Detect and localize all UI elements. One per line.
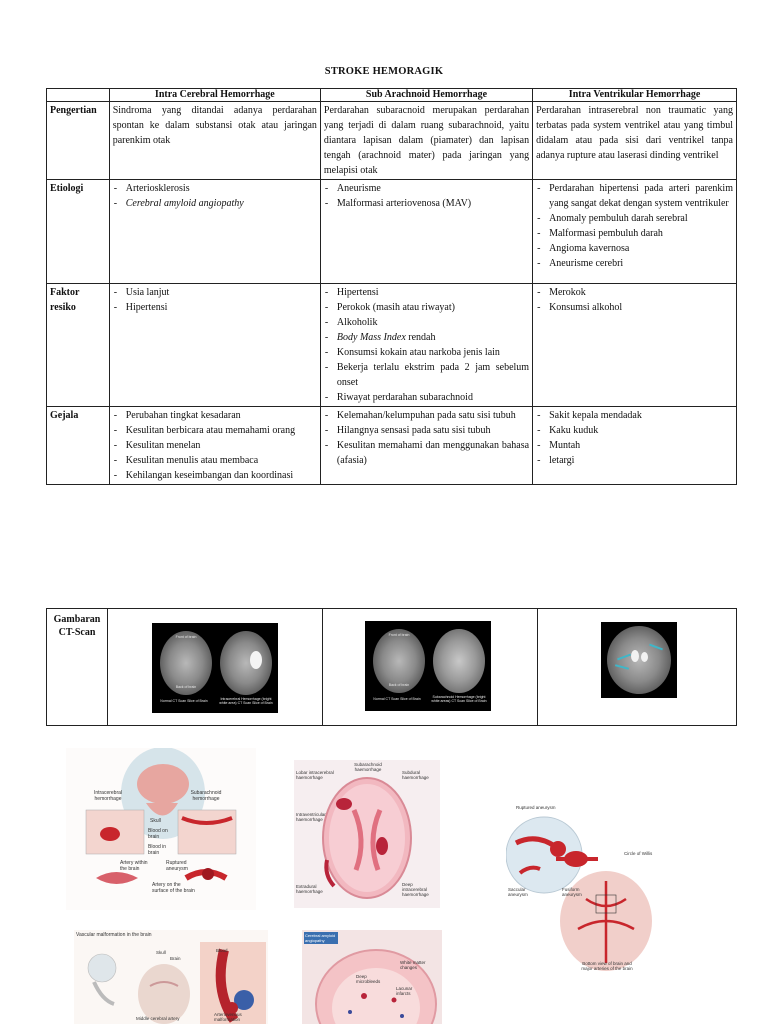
fig-label: Intraventricular haemorrhage: [296, 812, 326, 822]
cell-etiologi-sah: [320, 180, 532, 284]
list-item: - letargi: [536, 453, 733, 468]
brain-ivh: [607, 626, 671, 694]
list-item: - Perokok (masih atau riwayat): [324, 300, 529, 315]
scan-label: Front of brain: [175, 635, 197, 639]
fig-label: Circle of Willis: [624, 851, 653, 856]
list-item: - Konsumsi kokain atau narkoba jenis lain: [324, 345, 529, 360]
list-item: - Sakit kepala mendadak: [536, 408, 733, 423]
fig-label: Fusiform aneurysm: [562, 887, 582, 897]
list-item: - Kaku kuduk: [536, 423, 733, 438]
list-item: - Riwayat perdarahan subarachnoid: [324, 390, 529, 405]
list-item: - Hilangnya sensasi pada satu sisi tubuh: [324, 423, 529, 438]
list-item: - Angioma kavernosa: [536, 241, 733, 256]
row-gejala: [47, 407, 737, 485]
scan-label: Back of brain: [388, 683, 410, 687]
page-title: STROKE HEMORAGIK: [324, 66, 444, 77]
header-empty: [47, 89, 110, 102]
fig-label: Lacunar infarcts: [396, 986, 413, 996]
row-etiologi: [47, 180, 737, 284]
scan-caption: Intracerebral Hemorrhage (bright white area) CT Scan Slice of Brain: [219, 697, 273, 705]
ventricle-blood: [641, 652, 648, 662]
row-pengertian: [47, 102, 737, 180]
ct-scan-sah-image: [365, 621, 491, 711]
row-label-pengertian: Pengertian: [47, 102, 110, 180]
cell-etiologi-ivh: [533, 180, 737, 284]
list-item: - Malformasi arteriovenosa (MAV): [324, 196, 529, 211]
row-label-line: resiko: [50, 302, 76, 313]
list-item: - Perubahan tingkat kesadaran: [113, 408, 317, 423]
scan-caption: Normal CT Scan Slice of Brain: [373, 697, 421, 701]
figure-haemorrhage-types: [294, 760, 440, 908]
fig-label: Middle cerebral artery: [136, 1016, 180, 1021]
list-item: - Malformasi pembuluh darah: [536, 226, 733, 241]
list-item: - Arteriosklerosis: [113, 181, 317, 196]
row-label-line: Gambaran: [53, 614, 101, 625]
cell-etiologi-ich: [109, 180, 320, 284]
ct-cell-ivh: [538, 609, 737, 726]
figure-ich-sah-illustration: [66, 748, 256, 910]
row-label-ct-scan: [47, 609, 108, 726]
list-item: - Kesulitan memahami dan menggunakan bahasa (afasia): [324, 438, 529, 468]
ct-scan-ich-image: [152, 623, 278, 713]
scan-caption: Subarachnoid Hemorrhage (bright white areas) CT Scan Slice of Brain: [431, 695, 487, 703]
ct-scan-ivh-image: [601, 622, 677, 698]
row-label-faktor-resiko: [47, 284, 110, 407]
stroke-comparison-table: [46, 88, 737, 485]
fig-label: Artery on the surface of the brain: [152, 882, 195, 894]
fig-label: Bottom view of brain and major arteries of the brain: [581, 961, 633, 971]
fig-title: Vascular malformation in the brain: [76, 932, 152, 938]
list-item: - Perdarahan hipertensi pada arteri parenkim yang sangat dekat dengan system ventrikuler: [536, 181, 733, 211]
cell-pengertian-ivh: Perdarahan intraserebral non traumatic yang terbatas pada system ventrikel atau yang timbul didalam atau pada sisi dari ventrikel tanpa adanya rupture atau laserasi dinding ventrikel: [533, 102, 737, 180]
list-item: - Aneurisme: [324, 181, 529, 196]
list-item: - Cerebral amyloid angiopathy: [113, 196, 317, 211]
fig-label: Extradural haemorrhage: [296, 884, 323, 894]
term-rest: rendah: [405, 332, 436, 343]
fig-label: Blood on brain: [148, 828, 168, 840]
figure-small-vessel: [302, 930, 442, 1024]
fig-label: Skull: [156, 950, 166, 955]
list-item: - Aneurisme cerebri: [536, 256, 733, 271]
fig-label: Skull: [150, 818, 161, 824]
italic-term: Body Mass Index: [336, 332, 406, 343]
list-item: - Konsumsi alkohol: [536, 300, 733, 315]
cell-pengertian-ich: Sindroma yang ditandai adanya perdarahan spontan ke dalam substansi otak atau jaringan parenkim otak: [109, 102, 320, 180]
fig-label: Arteriovenous malformation: [214, 1012, 242, 1022]
row-label-gejala: Gejala: [47, 407, 110, 485]
list-item: - Kesulitan berbicara atau memahami orang: [113, 423, 317, 438]
fig-label: Brain: [170, 956, 181, 961]
fig-label: Blood in brain: [148, 844, 167, 856]
ct-cell-sah: [323, 609, 538, 726]
cell-faktor-sah: [320, 284, 532, 407]
fig-label: Saccular aneurysm: [508, 887, 528, 897]
row-faktor-resiko: [47, 284, 737, 407]
cell-faktor-ivh: [533, 284, 737, 407]
list-item: - Usia lanjut: [113, 285, 317, 300]
fig-label: Cerebral amyloid angiopathy: [305, 933, 336, 943]
list-item: - Kesulitan menelan: [113, 438, 317, 453]
fig-label: Subarachnoid hemorrhage: [190, 790, 222, 802]
list-item: - Alkoholik: [324, 315, 529, 330]
ventricle-blood: [631, 650, 639, 662]
fig-label: Lobar intracerebral haemorrhage: [296, 770, 334, 780]
fig-label: Ruptured aneurysm: [166, 860, 188, 872]
list-item: - Kesulitan menulis atau membaca: [113, 453, 317, 468]
list-item: [324, 330, 529, 345]
fig-label: Subarachnoid haemorrhage: [354, 762, 382, 772]
list-item: - Muntah: [536, 438, 733, 453]
cell-gejala-ich: [109, 407, 320, 485]
hemorrhage-spot: [250, 651, 262, 669]
fig-label: Intracerebral hemorrhage: [93, 790, 123, 802]
list-item: - Kelemahan/kelumpuhan pada satu sisi tubuh: [324, 408, 529, 423]
header-ivh: Intra Ventrikular Hemorrhage: [533, 89, 737, 102]
list-item: - Merokok: [536, 285, 733, 300]
list-item: - Hipertensi: [113, 300, 317, 315]
list-item: - Kehilangan keseimbangan dan koordinasi: [113, 468, 317, 483]
fig-label: White matter changes: [400, 960, 426, 970]
table-header-row: [47, 89, 737, 102]
brain-hemorrhage: [220, 631, 272, 695]
scan-caption: Normal CT Scan Slice of Brain: [160, 699, 208, 703]
fig-label: Deep intracerebral haemorrhage: [402, 882, 429, 897]
cell-faktor-ich: [109, 284, 320, 407]
scan-label: Back of brain: [175, 685, 197, 689]
fig-label: Deep microbleeds: [356, 974, 381, 984]
header-sah: Sub Arachnoid Hemorrhage: [320, 89, 532, 102]
fig-label: Artery within the brain: [120, 860, 148, 872]
scan-label: Front of brain: [388, 633, 410, 637]
brain-sah: [433, 629, 485, 693]
cell-gejala-ivh: [533, 407, 737, 485]
figure-vascular-malformation: [74, 930, 268, 1024]
row-label-etiologi: Etiologi: [47, 180, 110, 284]
figure-aneurysm: [506, 803, 660, 975]
list-item: - Anomaly pembuluh darah serebral: [536, 211, 733, 226]
list-item: - Hipertensi: [324, 285, 529, 300]
ct-scan-table: [46, 608, 737, 726]
row-label-line: Faktor: [50, 287, 80, 298]
fig-label: Ruptured aneurysm: [516, 805, 556, 810]
cell-gejala-sah: [320, 407, 532, 485]
fig-label: Subdural haemorrhage: [402, 770, 429, 780]
cell-pengertian-sah: Perdarahan subaracnoid merupakan perdarahan yang terjadi di dalam ruang subarachnoid, yaitu diantara lapisan dalam (piamater) dan lapisan tengah (arachnoid mater) pada jaringan yang melapisi otak: [320, 102, 532, 180]
ct-cell-ich: [108, 609, 323, 726]
list-item: - Bekerja terlalu ekstrim pada 2 jam sebelum onset: [324, 360, 529, 390]
figure-vascular-svg: [74, 930, 268, 1024]
fig-label: Blood: [216, 948, 228, 953]
row-label-line: CT-Scan: [58, 627, 96, 638]
header-ich: Intra Cerebral Hemorrhage: [109, 89, 320, 102]
